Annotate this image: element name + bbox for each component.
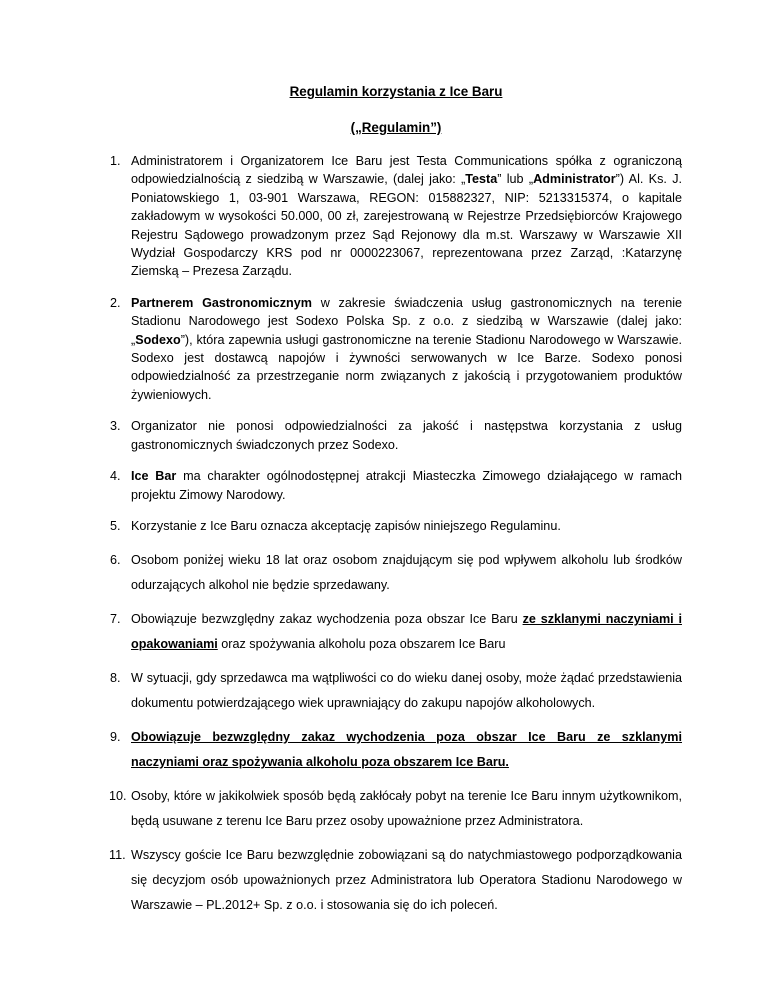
- rule-number: 10.: [109, 789, 127, 804]
- rule-item: [110, 467, 682, 504]
- rule-text-segment: ”) Al. Ks. J. Poniatowskiego 1, 03-901 Warszawa, REGON: 015882327, NIP: 5213315374, o kapitale zakładowym w wysokości 50.000, 00 zł, zarejestrowaną w Rejestrze Przedsiębiorców Krajowego Rejestru Sądowego prowadzonym przez Sąd Rejonowy dla m.st. Warszawy w Warszawie XII Wydział Gospodarczy KRS pod nr 0000223067, reprezentowana przez Zarząd, :Katarzynę Ziemską – Prezesa Zarządu.: [131, 172, 682, 279]
- rule-number: 2.: [110, 295, 121, 310]
- rule-number: 5.: [110, 518, 121, 533]
- rule-text-segment: Administratorem i Organizatorem Ice Baru jest Testa Communications spółka z ograniczoną odpowiedzialnością z siedzibą w Warszawie, (dalej jako: „: [131, 154, 682, 187]
- rule-item: [110, 843, 682, 918]
- rule-item: [110, 517, 682, 535]
- rule-number: 9.: [110, 730, 121, 745]
- rule-item: [110, 784, 682, 834]
- rule-text-segment: ” lub „: [497, 172, 534, 187]
- document-title: Regulamin korzystania z Ice Baru: [289, 84, 503, 99]
- rule-item: [110, 666, 682, 716]
- rule-number: 3.: [110, 419, 121, 434]
- rule-text-segment: W sytuacji, gdy sprzedawca ma wątpliwości co do wieku danej osoby, może żądać przedstawienia dokumentu potwierdzającego wiek uprawniający do zakupu napojów alkoholowych.: [131, 671, 682, 711]
- rule-text-segment: Partnerem Gastronomicznym: [131, 295, 312, 310]
- rule-text-segment: Organizator nie ponosi odpowiedzialności za jakość i następstwa korzystania z usług gastronomicznych świadczonych przez Sodexo.: [131, 419, 682, 452]
- rule-item: [110, 294, 682, 404]
- rule-text-segment: ze szklanymi naczyniami i opakowaniami: [131, 612, 682, 652]
- rule-text-segment: w zakresie świadczenia usług gastronomicznych na terenie Stadionu Narodowego jest Sodexo Polska Sp. z o.o. z siedzibą w Warszawie (dalej jako: „: [131, 295, 682, 347]
- rule-number: 6.: [110, 553, 121, 568]
- rule-number: 7.: [110, 612, 121, 627]
- rule-item: [110, 725, 682, 775]
- rule-number: 4.: [110, 469, 121, 484]
- rule-item: [110, 152, 682, 281]
- rule-item: [110, 607, 682, 657]
- rule-text-segment: Obowiązuje bezwzględny zakaz wychodzenia poza obszar Ice Baru ze szklanymi naczyniami oraz spożywania alkoholu poza obszarem Ice Baru.: [131, 730, 682, 770]
- rule-text-segment: ma charakter ogólnodostępnej atrakcji Miasteczka Zimowego działającego w ramach projektu Zimowy Narodowy.: [131, 469, 682, 502]
- rule-text-segment: Wszyscy goście Ice Baru bezwzględnie zobowiązani są do natychmiastowego podporządkowania się decyzjom osób upoważnionych przez Administratora lub Operatora Stadionu Narodowego w Warszawie – PL.2012+ Sp. z o.o. i stosowania się do ich poleceń.: [131, 848, 682, 913]
- rule-text-segment: Korzystanie z Ice Baru oznacza akceptację zapisów niniejszego Regulaminu.: [131, 518, 561, 533]
- rule-text-segment: Osobom poniżej wieku 18 lat oraz osobom znajdującym się pod wpływem alkoholu lub środków odurzających alkohol nie będzie sprzedawany.: [131, 553, 682, 593]
- rule-text-segment: Testa: [465, 172, 498, 187]
- rule-text-segment: Sodexo: [135, 332, 181, 347]
- rule-item: [110, 417, 682, 454]
- rule-number: 11.: [109, 848, 126, 863]
- rule-number: 1.: [110, 154, 121, 168]
- rules-list: [110, 152, 682, 918]
- rule-text-segment: Obowiązuje bezwzględny zakaz wychodzenia poza obszar Ice Baru: [131, 612, 523, 627]
- rule-text-segment: Ice Bar: [131, 469, 177, 484]
- document-subtitle: („Regulamin”): [350, 120, 442, 135]
- rule-text-segment: oraz spożywania alkoholu poza obszarem Ice Baru: [217, 637, 506, 652]
- rule-text-segment: ”), która zapewnia usługi gastronomiczne na terenie Stadionu Narodowego w Warszawie. Sodexo jest dostawcą napojów i żywności serwowanych w Ice Barze. Sodexo ponosi odpowiedzialność za przestrzeganie norm związanych z jakością i przygotowaniem produktów żywieniowych.: [131, 332, 682, 402]
- rule-number: 8.: [110, 671, 121, 686]
- rule-text-segment: Administrator: [533, 172, 616, 187]
- rule-text-segment: Osoby, które w jakikolwiek sposób będą zakłócały pobyt na terenie Ice Baru innym użytkownikom, będą usuwane z terenu Ice Baru przez osoby upoważnione przez Administratora.: [131, 789, 682, 829]
- rule-item: [110, 548, 682, 598]
